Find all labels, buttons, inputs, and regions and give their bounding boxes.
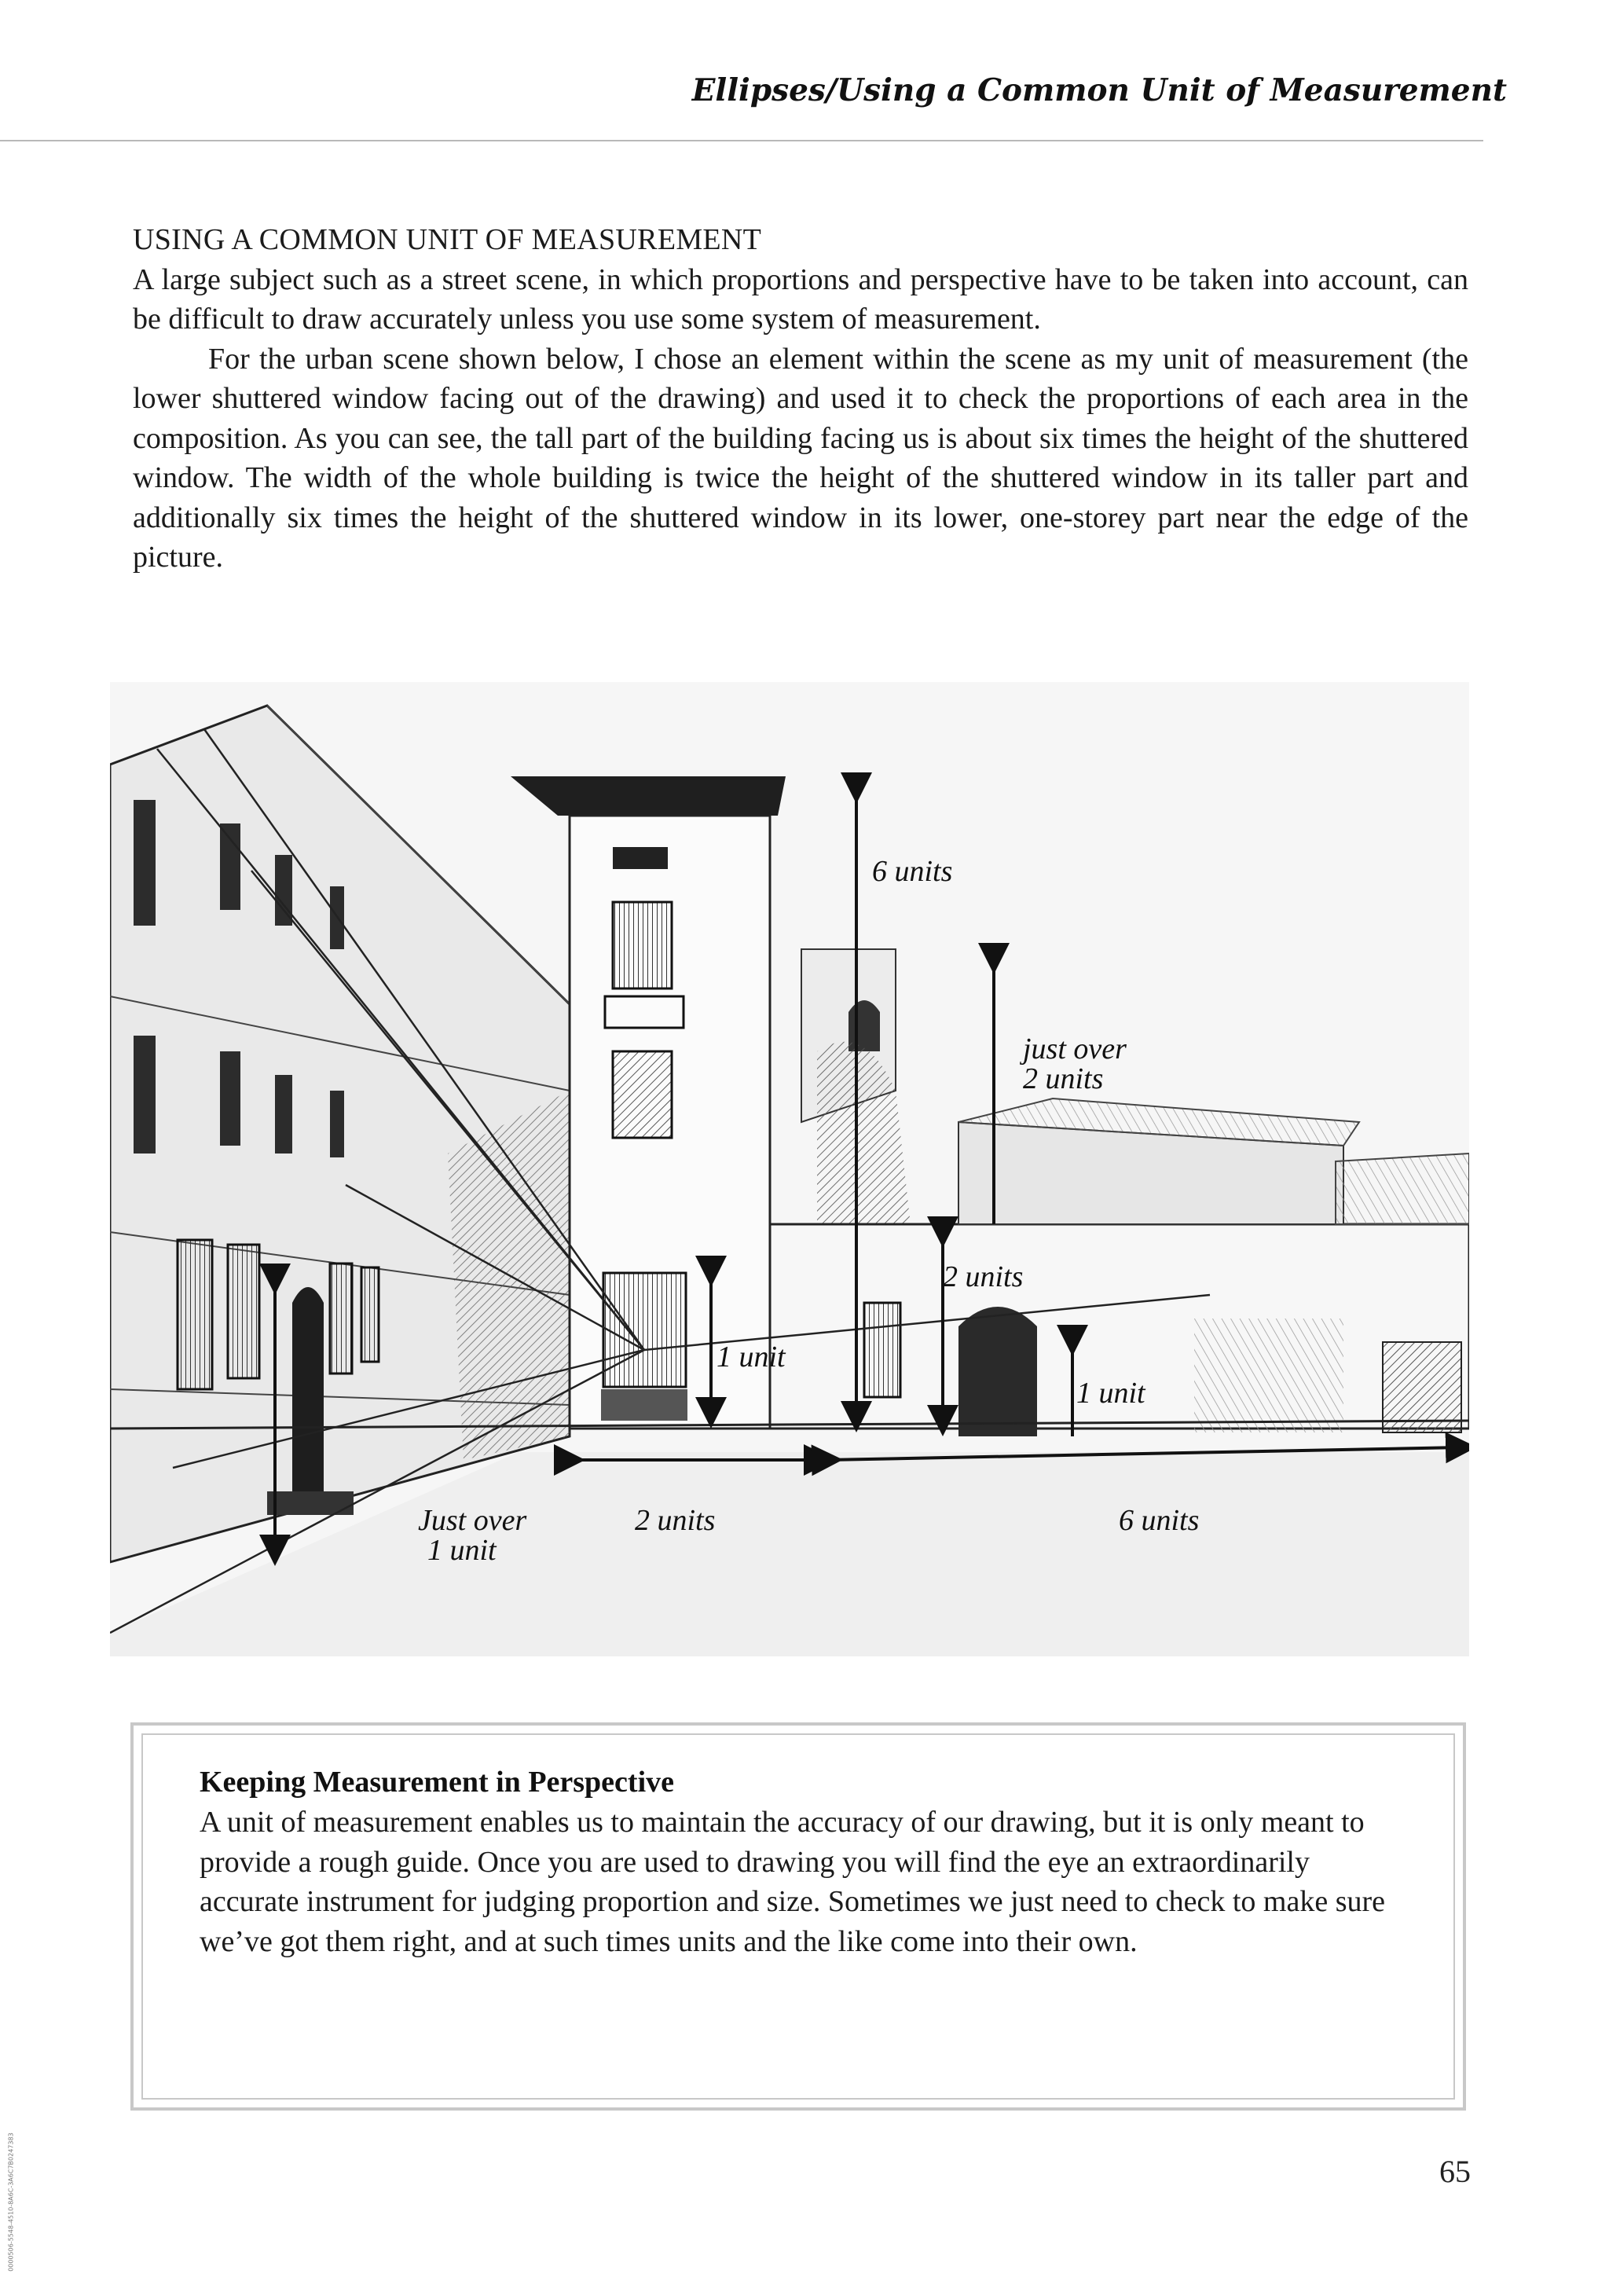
- left-doorway: [292, 1287, 324, 1499]
- label-1-unit-door: 1 unit: [1076, 1377, 1145, 1410]
- label-just-over-2-units-line2: 2 units: [1023, 1062, 1104, 1095]
- label-2-units-horizontal: 2 units: [635, 1504, 716, 1537]
- label-6-units-vertical: 6 units: [872, 855, 953, 888]
- page-number: 65: [1439, 2154, 1471, 2189]
- arched-door: [958, 1307, 1037, 1436]
- street-scene-drawing: [110, 682, 1469, 1656]
- side-code: 0000506-5548-4510-8A6C-3A6C7B0247383: [7, 2133, 15, 2272]
- tip-title: Keeping Measurement in Perspective: [200, 1766, 674, 1799]
- paragraph-method: For the urban scene shown below, I chose an element within the scene as my unit of measurement (the lower shuttered window facing out of the drawing) and used it to check the proportions of each area in the composition. As you can see, the tall part of the building facing us is about six times the height of the shuttered window. The width of the whole building is twice the height of the shuttered window in its taller part and additionally six times the height of the shuttered window in its lower, one-storey part near the edge of the picture.: [133, 342, 1468, 574]
- tip-box: [130, 1722, 1466, 2111]
- header-rule: [0, 140, 1483, 141]
- label-just-over-1-unit-line2: 1 unit: [427, 1534, 497, 1567]
- section-heading: USING A COMMON UNIT OF MEASUREMENT: [133, 223, 762, 256]
- paragraph-intro: A large subject such as a street scene, in which proportions and perspective have to be taken into account, can be difficult to draw accurately unless you use some system of measurement.: [133, 262, 1468, 336]
- running-head: Ellipses/Using a Common Unit of Measurement: [691, 72, 1507, 108]
- label-just-over-1-unit-line1: Just over: [418, 1504, 527, 1537]
- street-scene-figure: [110, 682, 1469, 1656]
- article-body: [133, 220, 1468, 578]
- tall-building-roof: [511, 776, 786, 816]
- label-6-units-horizontal: 6 units: [1119, 1504, 1200, 1537]
- label-2-units-vertical: 2 units: [943, 1260, 1024, 1293]
- unit-shutter-window: [603, 1273, 686, 1387]
- label-1-unit-window: 1 unit: [717, 1341, 786, 1374]
- label-just-over-2-units-line1: just over: [1023, 1032, 1127, 1065]
- tip-body: A unit of measurement enables us to maintain the accuracy of our drawing, but it is only meant to provide a rough guide. Once you are used to drawing you will find the eye an extraordinarily accurate instrument for judging proportion and size. Sometimes we just need to check to make sure we’ve got them right, and at such times units and the like come into their own.: [200, 1806, 1386, 1958]
